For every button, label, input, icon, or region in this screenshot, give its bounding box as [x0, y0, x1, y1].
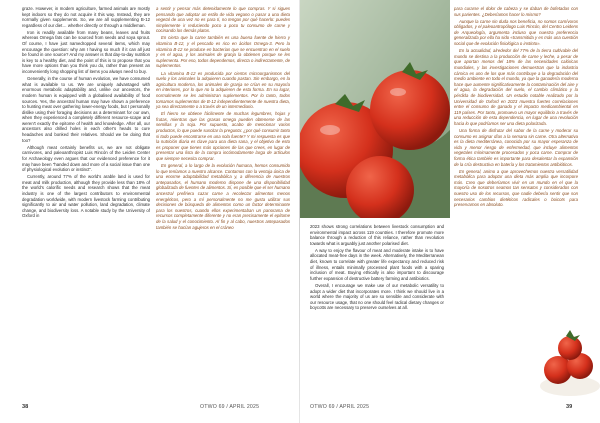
- tomato-photo: [300, 0, 450, 218]
- page-number: 38: [22, 404, 29, 410]
- page-number: 39: [566, 404, 573, 410]
- paragraph: 2023 shows strong correlations between livestock consumption and environmental impact across 119 countries. I therefore promote more balance through a reduction of this reliance, rather than revolution towards what is arguably just another polarised diet.: [310, 224, 444, 246]
- paragraph: En cierta que la carne también es una buena fuente de hierro y vitamina B-12, y el pescado es rico en ácidos Omega-3. Pero la vitamina B-12 se produce en bacterias que se encuentran en el suelo y en el agua, y los animales de granja la obtienen porque se les suplementa. Por eso, todos dependemos, directa o indirectamente, de suplementos.: [156, 35, 290, 69]
- paragraph: a sentir y pensar más detenidamente lo que compras. Y si sigues pensando que adoptar un estilo de vida vegano o pasar a una dieta vegetal de una vez no es para ti, no tengas por qué hacerlo: puedes simplemente ir reduciendo poco a poco tu consumo de carne y cocinando los demás platos.: [156, 6, 290, 34]
- left-spanish-column: [156, 6, 290, 232]
- paragraph: Currently, around 77% of the world's arable land is used for meat and milk production, although they provide less than 18% of the world's calorific needs and research shows that the meat industry is one of the largest contributors to environmental degradation worldwide, with modern livestock farming contributing significantly to air and water pollution, land degradation, climate change, and biodiversity loss. A notable study by the University of Oxford in: [22, 174, 150, 219]
- paragraph: para curarse el dolor de cabeza y se daban de bofetadas con sus parientes. ¿Deberíamos hacer lo mismo?: [454, 6, 578, 17]
- paragraph: El hierro se obtiene fácilmente de muchas legumbres, hojas y frutas, mientras que las grasas omega pueden obtenerse de las semillas y la soja. Por supuesto, acabo de mencionar varios productos, lo que puede suscitar la pregunta: ¿por qué consumir tanto si todo puede encontrarse en una sola fuente? Y mi respuesta es que la nutrición diaria es clave para una dieta sana, y el objetivo de esto es proponer que tienes más opciones de las que crees, en lugar de presentar una lista de la compra incómodamente larga de artículos que siempre necesita comprar.: [156, 111, 290, 161]
- paragraph: A way to enjoy the flavour of meat and moderate intake is to have allocated meat-free days in the week. Alternatively, the Mediterranean diet, known to correlate with greater life expectancy and reduced risk of illness, entails minimally processed plant foods with a sparing inclusion of meat. Buying ethically is also important to discourage further expansion of destructive battery farming and antibiotics.: [310, 247, 444, 281]
- paragraph: Una forma de disfrutar del sabor de la carne y moderar su consumo es asignar días a la semana sin carne. Otra alternativa es la dieta mediterránea, conocida por su mayor esperanza de vida y menor riesgo de enfermedad, que incluye alimentos vegetales mínimamente procesados y poca carne. Comprar de forma ética también es importante para desalentar la expansión de la cría destructiva en batería y los tratamientos antibióticos.: [454, 127, 578, 167]
- paragraph: Iron is readily available from many beans, leaves and fruits whereas Omega fats can be sourced from seeds and soya sprout. Of course, I have just namedropped several items, which may encourage the question: why am I having so much if it can all just be found in one source? And my answer is that day-to-day nutrition is key to a healthy diet, and the point of this is to propose that you have more options than you think you do, rather than present an inconveniently long shopping list of items you always need to buy.: [22, 29, 150, 75]
- right-spanish-column: [454, 6, 578, 209]
- tomato-plate-illustration: [526, 318, 600, 400]
- paragraph: Overall, I encourage we make use of our metabolic versatility to adopt a wider diet that incorporates more. I think we should live in a world where the majority of us are so sensible and considerate with our resource usage, that no one should feel radical dietary changes or boycotts are necessary to preserve ourselves at all.: [310, 282, 444, 311]
- left-english-column: [22, 6, 150, 220]
- paragraph: graze. However, in modern agriculture, farmed animals are mostly kept indoors so they do not acquire it this way. Instead, they are normally given supplements. So, we are all supplementing B-12 regardless of our diet… whether directly or through a middleman.: [22, 6, 150, 28]
- tomato-illustration: [300, 0, 450, 218]
- tomato-plate-photo: [526, 318, 600, 400]
- right-english-column: [310, 224, 444, 312]
- paragraph: Generally, in the course of human evolution, we have consumed what is available to us. We are uniquely advantaged with enormous metabolic adaptability and, unlike our ancestors, the modern human is equipped with a globalised availability of food sources. Yes, the ancestral human may have shown a preference to hunting meat over gathering lower-energy foods, but I personally dislike using their foraging decisions as a determinant for our own, when they experienced a completely different resource-scape and weren't exactly the epitome of health and knowledge. After all, our ancestors also drilled holes in each other's heads to cure headaches and bonked their relatives. Should we be doing that too?: [22, 76, 150, 143]
- running-head: OTWO 69 / APRIL 2025: [310, 404, 370, 410]
- paragraph: En la actualidad, alrededor del 77% de la tierra cultivable del mundo se destina a la producción de carne y leche, a pesar de que aportan menos del 18% de las necesidades calóricas mundiales, y las investigaciones demuestran que la industria cárnica es uno de los que más contribuye a la degradación del medio ambiente en todo el mundo, ya que la ganadería moderna hace que aumente significativamente la contaminación del aire y el agua, la degradación del suelo, el cambio climático y la pérdida de biodiversidad. Un estudio notable realizado por la Universidad de Oxford en 2023 muestra fuertes correlaciones entre el consumo de ganado y el impacto medioambiental en 119 países. Por tanto, promuevo un mayor equilibrio a través de una reducción de esta dependencia, en lugar de una revolución hacia lo que podríamos ser una dieta polarizada.: [454, 48, 578, 126]
- paragraph: En general, animo a que aprovechemos nuestra versatilidad metabólica para adoptar una dieta más amplia que incorpore más. Creo que deberíamos vivir en un mundo en el que la mayoría de nosotros seamos tan sensatos y considerados con nuestro uso de los recursos, que nadie debería sentir que son necesarios cambios dietéticos radicales o boicots para preservarnos en absoluto.: [454, 168, 578, 208]
- paragraph: En general, a lo largo de la evolución humana, hemos consumido lo que teníamos a nuestro alcance. Contamos con la ventaja única de una enorme adaptabilidad metabólica y, a diferencia de nuestros antepasados, el humano moderno dispone de una disponibilidad globalizada de fuentes de alimentos. Sí, es posible que el ser humano ancestral prefiriera cazar carne a recolectar alimentos menos energéticos, pero a mí personalmente no me gusta utilizar sus decisiones de búsqueda de alimentos como un factor determinante para los nuestros, cuando ellos experimentaban un panorama de recursos completamente diferente y no eran precisamente el epítome de la salud y el conocimiento. Al fin y al cabo, nuestros antepasados también se hacían agujeros en el cráneo: [156, 163, 290, 230]
- running-head: OTWO 69 / APRIL 2025: [200, 404, 260, 410]
- paragraph: La vitamina B-12 es producida por ciertos microorganismos del suelo y los animales la adquieren cuando pastan. Sin embargo, en la agricultura moderna, los animales de granja se crían en su mayoría en interiores, por lo que no la adquieren de esta forma. En su lugar, normalmente se les administran suplementos. Por lo tanto, todos tomamos suplementos de B-12 independientemente de nuestra dieta, ya sea directamente o a través de un intermediario.: [156, 70, 290, 110]
- paragraph: Although meat certainly benefits us, we are not obligate carnivores, and paleoanthropist Luis Rincón of the Leiden Center for Archaeology even argues that our evidenced preference for it may have been "handed down and more of a social issue than one of physiological evolution or instinct".: [22, 144, 150, 173]
- paragraph: Aunque la carne sin duda nos beneficia, no somos carnívoros obligados, y el paleoantropólogo Luis Rincón, del Centro Leidens de Arqueología, argumenta incluso que nuestra preferencia generalizada por ella ha sido «transmitida y es más una cuestión social que de evolución fisiológica o instinto».: [454, 18, 578, 47]
- right-page: [300, 0, 600, 423]
